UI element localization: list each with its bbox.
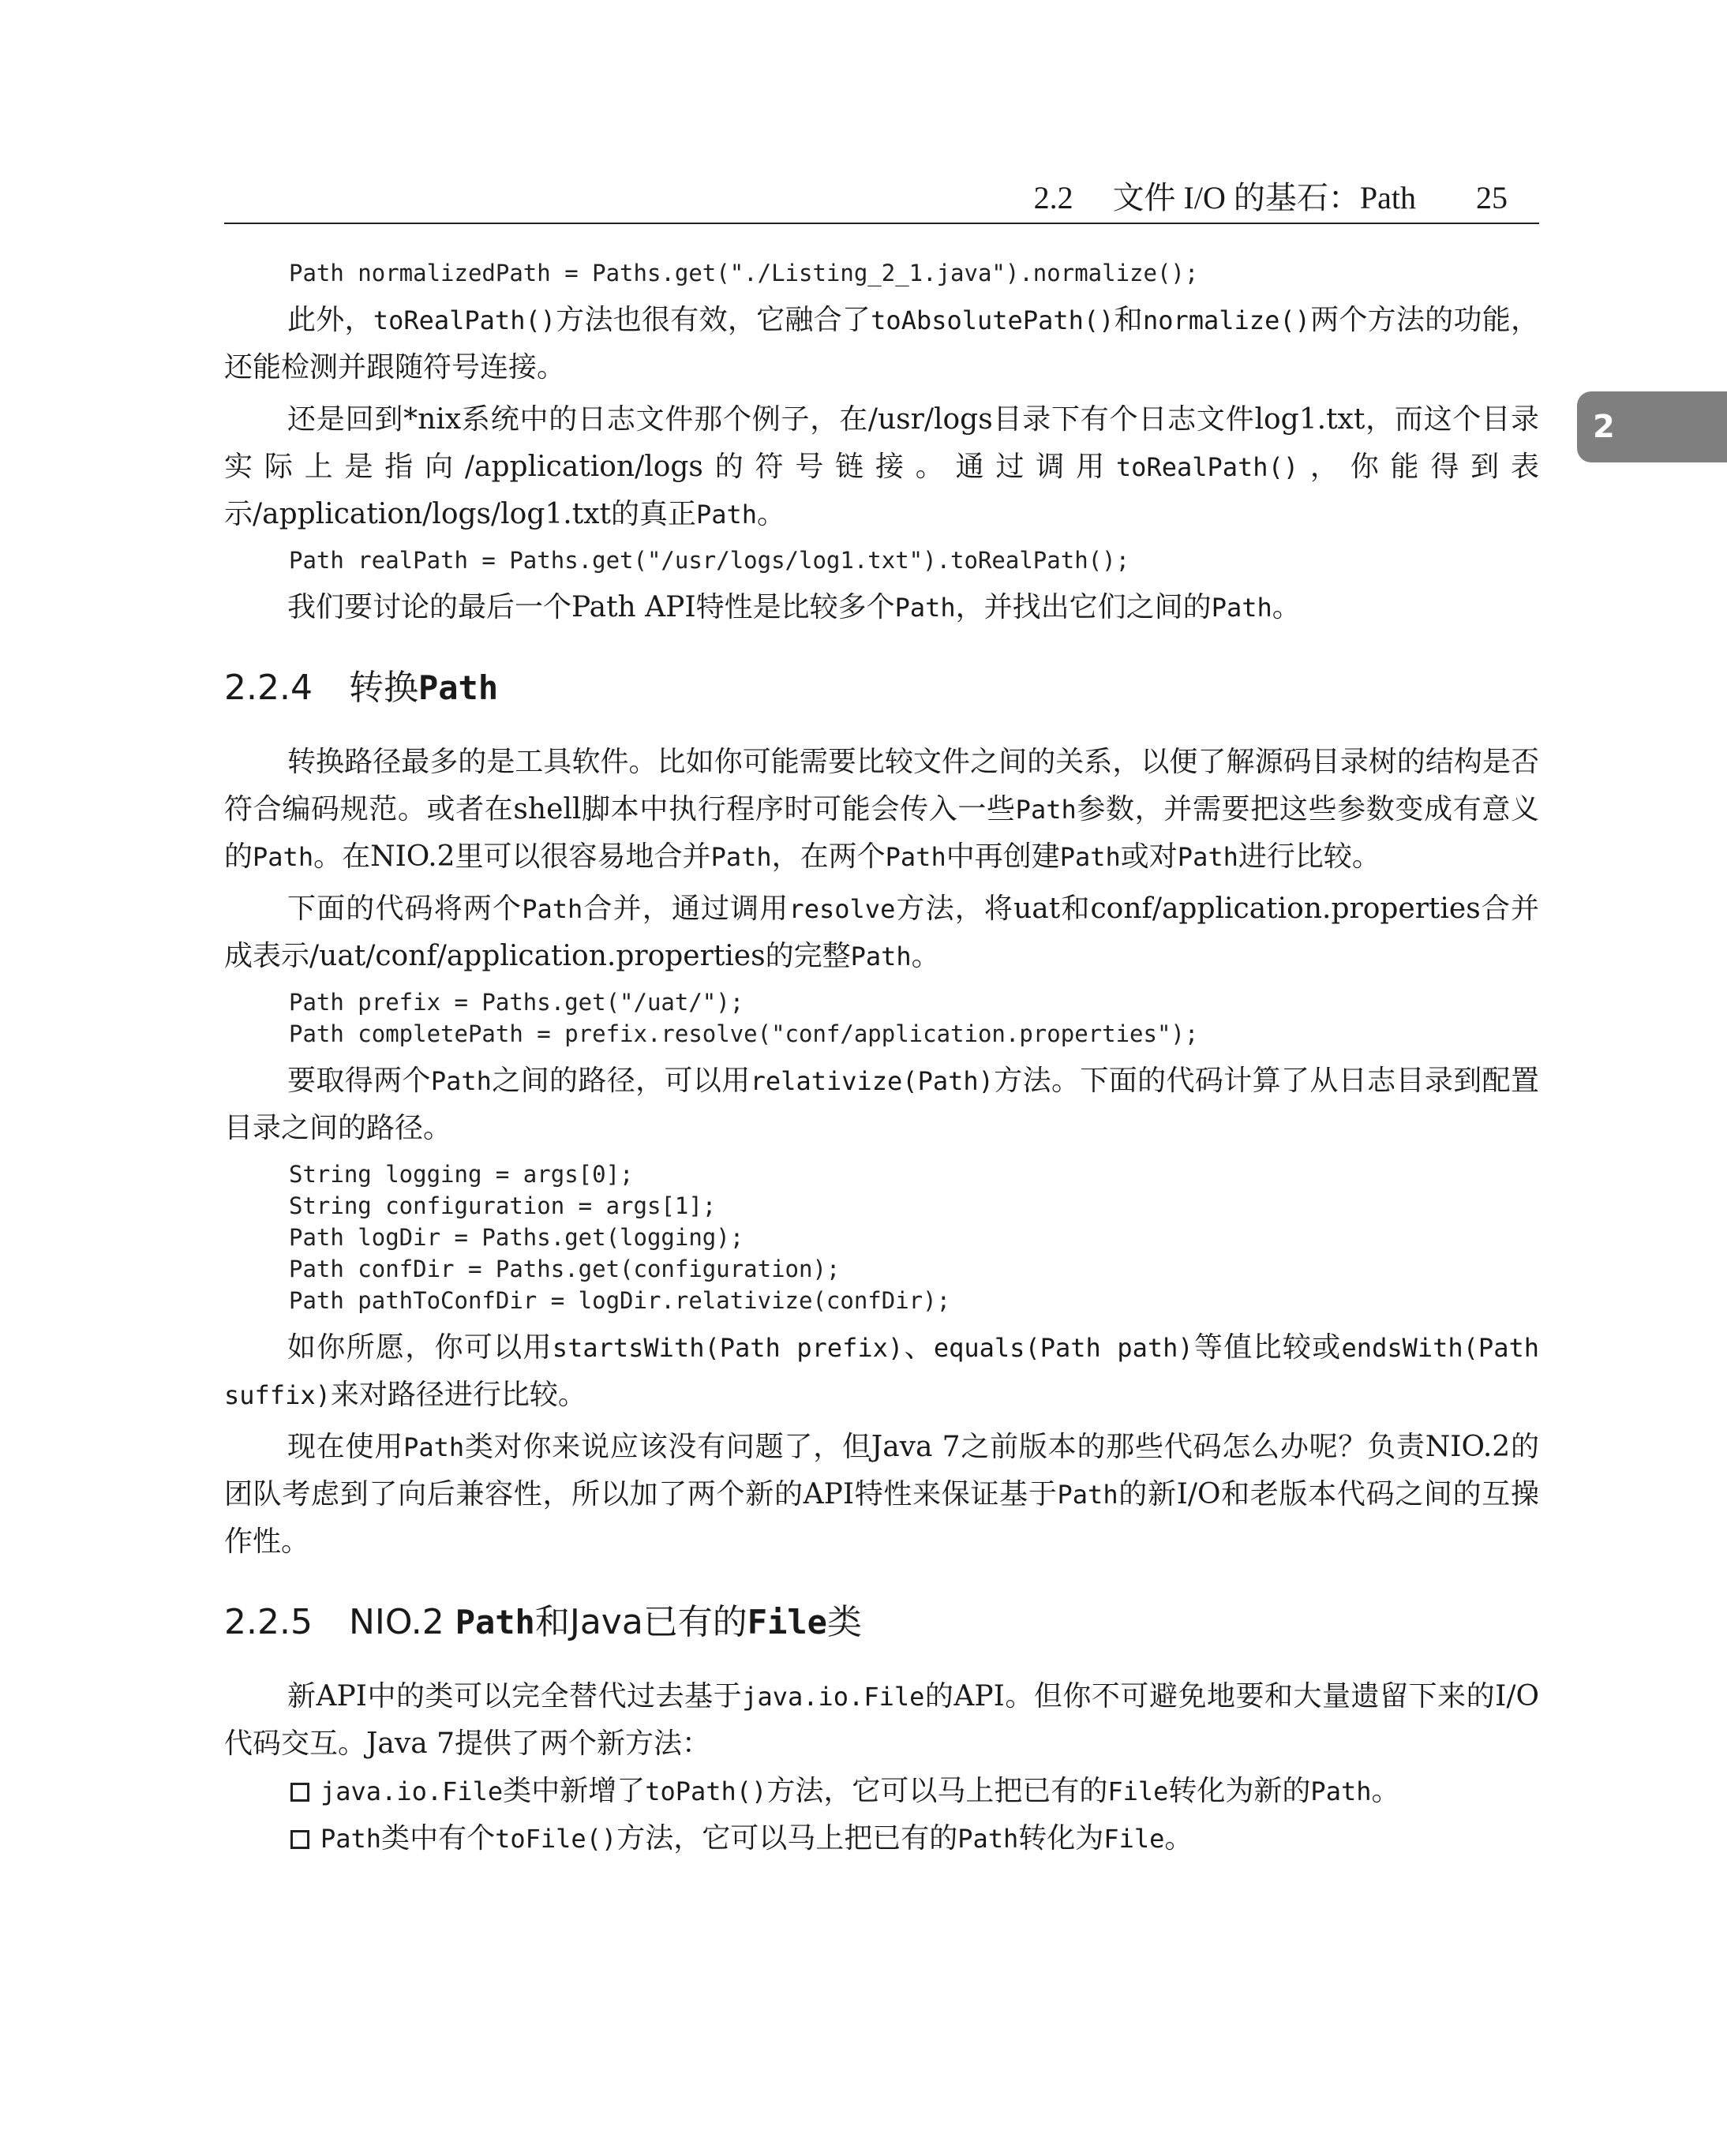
text: 来对路径进行比较。 <box>330 1379 586 1411</box>
text: 还是回到*nix系统中的日志文件那个例子，在/usr/logs目录下有个日志文件log1.txt，而这个目录实际上是指向/application/logs的符号链接。通过调用 <box>224 403 1539 483</box>
section-title: 类 <box>826 1602 862 1642</box>
paragraph-convert-paths <box>224 739 1539 881</box>
text: 转化为新的 <box>1168 1775 1311 1807</box>
section-title-code: Path <box>418 668 499 707</box>
section-title: NIO.2 <box>348 1602 455 1642</box>
text: 方法，将uat和conf/application.properties合并成表示/uat/conf/application.properties的完整 <box>224 893 1539 972</box>
paragraph-compatibility <box>224 1424 1539 1566</box>
text: 等值比较或 <box>1193 1331 1342 1364</box>
text: 类中有个 <box>381 1822 496 1855</box>
section-heading-2-2-4 <box>224 664 1539 712</box>
list-item <box>290 1768 1539 1815</box>
text: 。 <box>1164 1822 1193 1855</box>
paragraph-torealpath-intro <box>224 297 1539 391</box>
paragraph-log-example <box>224 396 1539 538</box>
text: 类对你来说应该没有问题了，但Java 7之前版本的那些代码怎么办呢？负责NIO.2的团队考虑到了向后兼容性，所以加了两个新的API特性来保证基于 <box>224 1431 1539 1510</box>
code-block-relativize: String logging = args[0]; String configuration = args[1]; Path logDir = Paths.get(logging); Path confDir = Paths.get(configuration); Path pathToConfDir = logDir.relativize(confDir); <box>289 1161 951 1314</box>
inline-code: toPath() <box>645 1776 767 1806</box>
checkbox-bullet-icon <box>290 1783 309 1802</box>
text: 的API。但你不可避免地要和大量遗留下来的I/O代码交互。Java 7提供了两个新方法： <box>224 1680 1539 1760</box>
text: 进行比较。 <box>1238 840 1380 873</box>
paragraph-compare-intro <box>224 584 1539 631</box>
chapter-tab: 2 <box>1577 391 1727 462</box>
section-title: 转换 <box>348 668 418 708</box>
paragraph-new-api <box>224 1673 1539 1768</box>
inline-code: Path <box>320 1824 382 1854</box>
text: 。 <box>1371 1775 1400 1807</box>
inline-code: Path <box>894 593 956 623</box>
text: 我们要讨论的最后一个Path API特性是比较多个 <box>287 591 895 623</box>
inline-code: File <box>1103 1824 1165 1854</box>
text: 要取得两个 <box>287 1065 431 1097</box>
inline-code: startsWith(Path prefix) <box>552 1333 904 1363</box>
inline-code: relativize(Path) <box>750 1066 994 1096</box>
inline-code: File <box>1107 1776 1169 1806</box>
checkbox-bullet-icon <box>290 1830 309 1849</box>
page-body <box>224 251 1539 1862</box>
page-number: 25 <box>1476 180 1508 215</box>
text: 。 <box>1272 591 1301 623</box>
inline-code: Path <box>850 941 912 971</box>
section-heading-2-2-5 <box>224 1599 1539 1646</box>
section-title: 和Java已有的 <box>534 1602 747 1642</box>
inline-code: Path <box>1310 1776 1372 1806</box>
inline-code: Path <box>957 1824 1019 1854</box>
text: 之间的路径，可以用 <box>491 1065 751 1097</box>
text: 方法也很有效，它融合了 <box>555 304 871 336</box>
running-header <box>224 178 1539 224</box>
inline-code: equals(Path path) <box>933 1333 1193 1363</box>
text: 现在使用 <box>287 1431 404 1463</box>
inline-code: Path <box>403 1432 465 1462</box>
section-number: 2.2.4 <box>224 668 313 708</box>
text: 参数，并需要把这些参数变成有意义的 <box>224 793 1539 873</box>
text: 。 <box>757 498 786 530</box>
section-title-code: Path <box>455 1603 535 1641</box>
text: 。 <box>911 940 940 972</box>
text: 和 <box>1114 304 1143 336</box>
inline-code: Path <box>1057 1480 1118 1510</box>
paragraph-relativize <box>224 1057 1539 1152</box>
inline-code: Path <box>885 842 946 872</box>
text: 的新I/O和老版本代码之间的互操作性。 <box>224 1478 1539 1558</box>
inline-code: Path <box>253 842 314 872</box>
method-list <box>224 1768 1539 1862</box>
text: ，在两个 <box>771 840 886 873</box>
inline-code: toFile() <box>495 1824 617 1854</box>
inline-code: Path <box>1059 842 1121 872</box>
paragraph-compare-methods <box>224 1324 1539 1419</box>
text: 类中新增了 <box>503 1775 646 1807</box>
inline-code: Path <box>1015 795 1077 825</box>
text: 转换路径最多的是工具软件。比如你可能需要比较文件之间的关系，以便了解源码目录树的结构是否符合编码规范。或者在shell脚本中执行程序时可能会传入一些 <box>224 746 1539 825</box>
inline-code: normalize() <box>1142 305 1310 335</box>
text: 方法，它可以马上把已有的 <box>616 1822 958 1855</box>
header-title: 文件 I/O 的基石：Path <box>1112 180 1416 215</box>
inline-code: endsWith(Path suffix) <box>224 1333 1539 1410</box>
text: 下面的代码将两个 <box>287 893 523 925</box>
text: 如你所愿，你可以用 <box>287 1331 553 1364</box>
code-block-resolve: Path prefix = Paths.get("/uat/"); Path completePath = prefix.resolve("conf/application.properties"); <box>289 989 1199 1047</box>
inline-code: Path <box>695 500 758 530</box>
text: 。在NIO.2里可以很容易地合并 <box>313 840 711 873</box>
text: ，你能得到表示/application/logs/log1.txt的真正 <box>224 451 1539 530</box>
text: 合并，通过调用 <box>583 893 789 925</box>
text: 方法。下面的代码计算了从日志目录到配置目录之间的路径。 <box>224 1065 1539 1144</box>
text: 此外， <box>287 304 373 336</box>
inline-code: toRealPath() <box>1115 452 1299 482</box>
code-block-realpath: Path realPath = Paths.get("/usr/logs/log1.txt").toRealPath(); <box>289 547 1130 574</box>
text: 新API中的类可以完全替代过去基于 <box>287 1680 743 1712</box>
inline-code: Path <box>1211 593 1272 623</box>
text: 方法，它可以马上把已有的 <box>766 1775 1108 1807</box>
inline-code: toRealPath() <box>373 305 556 335</box>
section-title-code: File <box>747 1603 827 1641</box>
code-block-normalize: Path normalizedPath = Paths.get("./Listing_2_1.java").normalize(); <box>289 260 1199 286</box>
header-section-number: 2.2 <box>1033 180 1073 215</box>
list-item <box>290 1815 1539 1862</box>
inline-code: Path <box>522 894 583 924</box>
text: ，并找出它们之间的 <box>955 591 1212 623</box>
inline-code: Path <box>430 1066 492 1096</box>
inline-code: java.io.File <box>742 1682 925 1712</box>
paragraph-resolve <box>224 885 1539 980</box>
text: 两个方法的功能，还能检测并跟随符号连接。 <box>224 304 1539 384</box>
inline-code: Path <box>1177 842 1238 872</box>
running-head-text <box>1034 173 1508 218</box>
text: 中再创建 <box>946 840 1060 873</box>
text: 、 <box>903 1331 934 1364</box>
section-number: 2.2.5 <box>224 1602 313 1642</box>
inline-code: Path <box>710 842 772 872</box>
inline-code: java.io.File <box>320 1776 504 1806</box>
inline-code: resolve <box>789 894 896 924</box>
inline-code: toAbsolutePath() <box>871 305 1114 335</box>
text: 或对 <box>1120 840 1178 873</box>
text: 转化为 <box>1018 1822 1104 1855</box>
